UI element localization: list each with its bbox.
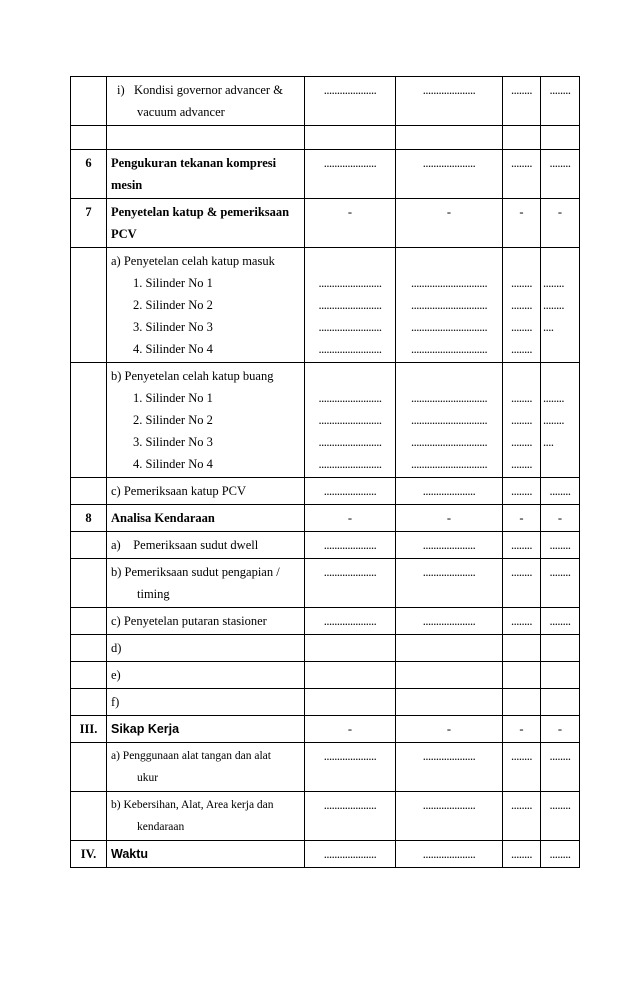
row-label xyxy=(107,363,305,478)
dots: ............................. xyxy=(410,413,488,427)
empty-cell xyxy=(503,126,541,150)
score-cell: ........ xyxy=(503,478,541,505)
table-row xyxy=(71,150,580,199)
score-cell: .................... xyxy=(305,792,396,841)
score-cell: ........ xyxy=(541,532,580,559)
dots: ........................ xyxy=(318,298,382,312)
row-label xyxy=(107,248,305,363)
row-number: 8 xyxy=(71,505,107,532)
score-cell: ........ xyxy=(541,743,580,792)
dash-cell: - xyxy=(541,199,580,248)
score-cell xyxy=(503,248,541,363)
score-cell: ........ xyxy=(541,841,580,868)
row-label: d) xyxy=(107,635,305,662)
score-cell: .................... xyxy=(305,150,396,199)
table-row xyxy=(71,608,580,635)
row-label xyxy=(107,792,305,841)
dash-cell: - xyxy=(305,716,396,743)
row-number: III. xyxy=(71,716,107,743)
row-number xyxy=(71,608,107,635)
dots: ........ xyxy=(543,413,564,427)
dots: ........................ xyxy=(318,276,382,290)
empty-cell xyxy=(305,635,396,662)
score-cell: .................... xyxy=(396,478,503,505)
dots: ........ xyxy=(543,391,564,405)
dots: ............................. xyxy=(410,320,488,334)
score-cell: .................... xyxy=(305,608,396,635)
score-cell xyxy=(541,363,580,478)
item-marker: i) xyxy=(117,83,125,97)
score-cell xyxy=(396,363,503,478)
table-row xyxy=(71,841,580,868)
score-cell xyxy=(396,248,503,363)
sub-heading: a) Penyetelan celah katup masuk xyxy=(111,254,275,268)
score-cell: .................... xyxy=(396,150,503,199)
table-row xyxy=(71,662,580,689)
score-cell: ........ xyxy=(503,608,541,635)
score-cell xyxy=(541,248,580,363)
dots: ............................. xyxy=(410,342,488,356)
cylinder-item: 3. Silinder No 3 xyxy=(133,435,213,449)
item-text: b) Kebersihan, Alat, Area kerja dan xyxy=(111,799,274,811)
dots: ........................ xyxy=(318,342,382,356)
row-number xyxy=(71,792,107,841)
row-number xyxy=(71,662,107,689)
row-label xyxy=(107,532,305,559)
row-label xyxy=(107,743,305,792)
row-number: IV. xyxy=(71,841,107,868)
score-cell: ........ xyxy=(503,841,541,868)
dots: ........................ xyxy=(318,457,382,471)
table-row xyxy=(71,792,580,841)
table-row xyxy=(71,77,580,126)
dots: ........ xyxy=(511,391,532,405)
row-number xyxy=(71,559,107,608)
empty-cell xyxy=(503,635,541,662)
score-cell: .................... xyxy=(396,77,503,126)
section-title: Penyetelan katup & pemeriksaan xyxy=(111,205,290,219)
empty-cell xyxy=(541,689,580,716)
score-cell: ........ xyxy=(503,532,541,559)
score-cell: ........ xyxy=(503,792,541,841)
dash-cell: - xyxy=(503,716,541,743)
dots: ........ xyxy=(511,435,532,449)
empty-cell xyxy=(396,635,503,662)
dash-cell: - xyxy=(503,199,541,248)
score-cell: .................... xyxy=(396,841,503,868)
cylinder-item: 1. Silinder No 1 xyxy=(133,391,213,405)
cylinder-item: 1. Silinder No 1 xyxy=(133,276,213,290)
section-title-cont: PCV xyxy=(111,227,137,241)
empty-cell xyxy=(541,635,580,662)
row-number xyxy=(71,743,107,792)
dots: ............................. xyxy=(410,435,488,449)
row-label: e) xyxy=(107,662,305,689)
dash-cell: - xyxy=(396,716,503,743)
score-cell: .................... xyxy=(305,77,396,126)
table-row xyxy=(71,635,580,662)
dash-cell: - xyxy=(396,505,503,532)
dash-cell: - xyxy=(305,505,396,532)
sub-heading: b) Penyetelan celah katup buang xyxy=(111,369,274,383)
empty-cell xyxy=(305,662,396,689)
dots: ........ xyxy=(511,457,532,471)
row-label xyxy=(107,559,305,608)
empty-cell xyxy=(541,126,580,150)
row-number: 7 xyxy=(71,199,107,248)
row-label: f) xyxy=(107,689,305,716)
empty-cell xyxy=(541,662,580,689)
dots: ............................. xyxy=(410,457,488,471)
cylinder-item: 2. Silinder No 2 xyxy=(133,413,213,427)
dots: ........ xyxy=(511,298,532,312)
row-label: c) Penyetelan putaran stasioner xyxy=(107,608,305,635)
score-cell: .................... xyxy=(396,743,503,792)
empty-cell xyxy=(305,126,396,150)
dots: ........ xyxy=(511,342,532,356)
score-cell: ........ xyxy=(503,77,541,126)
row-label xyxy=(107,199,305,248)
section-title-cont: mesin xyxy=(111,178,143,192)
table-row xyxy=(71,559,580,608)
table-row xyxy=(71,743,580,792)
table-row xyxy=(71,716,580,743)
score-cell: ........ xyxy=(541,559,580,608)
dots: ........ xyxy=(511,413,532,427)
row-number xyxy=(71,478,107,505)
empty-cell xyxy=(503,689,541,716)
score-cell: .................... xyxy=(396,608,503,635)
dots: .... xyxy=(543,435,554,449)
section-title: Pengukuran tekanan kompresi xyxy=(111,156,277,170)
row-label: c) Pemeriksaan katup PCV xyxy=(107,478,305,505)
dots: ........................ xyxy=(318,413,382,427)
row-number xyxy=(71,363,107,478)
row-number xyxy=(71,248,107,363)
dots xyxy=(543,453,577,475)
dots: ............................. xyxy=(410,391,488,405)
dots: ............................. xyxy=(410,298,488,312)
dash-cell: - xyxy=(305,199,396,248)
score-cell: ........ xyxy=(503,559,541,608)
table-row xyxy=(71,199,580,248)
score-cell: .................... xyxy=(305,559,396,608)
table-row xyxy=(71,505,580,532)
empty-cell xyxy=(396,689,503,716)
score-cell xyxy=(503,363,541,478)
score-cell: ........ xyxy=(541,608,580,635)
score-cell: ........ xyxy=(541,792,580,841)
cylinder-item: 2. Silinder No 2 xyxy=(133,298,213,312)
score-cell: .................... xyxy=(305,478,396,505)
item-text: a) Penggunaan alat tangan dan alat xyxy=(111,750,271,762)
row-number xyxy=(71,532,107,559)
score-cell: .................... xyxy=(305,532,396,559)
score-cell: .................... xyxy=(305,743,396,792)
row-number xyxy=(71,689,107,716)
cylinder-item: 4. Silinder No 4 xyxy=(133,342,213,356)
item-text-cont: kendaraan xyxy=(137,821,185,833)
dots: ........................ xyxy=(318,435,382,449)
cylinder-item: 3. Silinder No 3 xyxy=(133,320,213,334)
dash-cell: - xyxy=(396,199,503,248)
row-number xyxy=(71,635,107,662)
dots: ............................. xyxy=(410,276,488,290)
score-cell: .................... xyxy=(396,532,503,559)
empty-cell xyxy=(305,689,396,716)
empty-cell xyxy=(396,126,503,150)
dots: .... xyxy=(543,320,554,334)
empty-cell xyxy=(396,662,503,689)
section-title: Sikap Kerja xyxy=(107,716,305,743)
item-text-cont: ukur xyxy=(137,772,159,784)
dots: ........ xyxy=(543,298,564,312)
row-number xyxy=(71,77,107,126)
dots: ........ xyxy=(543,276,564,290)
score-cell: .................... xyxy=(305,841,396,868)
table-row xyxy=(71,248,580,363)
item-marker: a) xyxy=(111,538,121,552)
dots xyxy=(543,338,577,360)
dots: ........ xyxy=(511,320,532,334)
empty-cell xyxy=(71,126,107,150)
row-label xyxy=(107,77,305,126)
score-cell: ........ xyxy=(503,150,541,199)
item-text: Pemeriksaan sudut dwell xyxy=(133,538,259,552)
table-row xyxy=(71,478,580,505)
item-text: Kondisi governor advancer & xyxy=(134,83,283,97)
section-title: Waktu xyxy=(107,841,305,868)
cylinder-item: 4. Silinder No 4 xyxy=(133,457,213,471)
item-text-cont: timing xyxy=(137,587,170,601)
empty-cell xyxy=(503,662,541,689)
dash-cell: - xyxy=(541,716,580,743)
score-cell xyxy=(305,248,396,363)
score-cell: ........ xyxy=(541,77,580,126)
row-number: 6 xyxy=(71,150,107,199)
table-row xyxy=(71,126,580,150)
score-cell: .................... xyxy=(396,792,503,841)
score-cell: ........ xyxy=(541,150,580,199)
item-text-cont: vacuum advancer xyxy=(137,105,225,119)
score-cell: .................... xyxy=(396,559,503,608)
dots: ........ xyxy=(511,276,532,290)
dash-cell: - xyxy=(503,505,541,532)
table-row xyxy=(71,689,580,716)
score-cell: ........ xyxy=(541,478,580,505)
section-title: Analisa Kendaraan xyxy=(107,505,305,532)
empty-cell xyxy=(107,126,305,150)
table-row xyxy=(71,532,580,559)
score-cell: ........ xyxy=(503,743,541,792)
dash-cell: - xyxy=(541,505,580,532)
dots: ........................ xyxy=(318,391,382,405)
item-text: b) Pemeriksaan sudut pengapian / xyxy=(111,565,280,579)
assessment-table xyxy=(70,76,580,868)
dots: ........................ xyxy=(318,320,382,334)
row-label xyxy=(107,150,305,199)
table-row xyxy=(71,363,580,478)
score-cell xyxy=(305,363,396,478)
